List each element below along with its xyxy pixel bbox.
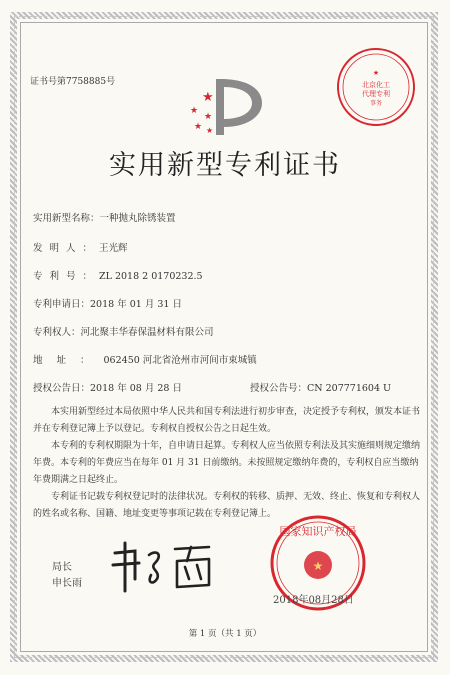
field-label: 地址： bbox=[33, 355, 104, 366]
svg-text:国家知识产权局: 国家知识产权局 bbox=[279, 525, 357, 538]
certificate-number: 证书号第7758885号 bbox=[30, 77, 116, 87]
director-name: 申长雨 bbox=[52, 578, 82, 589]
field-value: 河北聚丰华春保温材料有限公司 bbox=[80, 327, 214, 338]
svg-text:事务: 事务 bbox=[369, 100, 383, 107]
field-value: 2018 年 08 月 28 日 bbox=[90, 383, 182, 394]
field-patent-number bbox=[33, 268, 203, 282]
field-label: 实用新型名称： bbox=[33, 213, 100, 224]
field-inventor bbox=[33, 240, 128, 254]
svg-text:★: ★ bbox=[312, 559, 324, 573]
field-value: 062450 河北省沧州市河间市束城镇 bbox=[103, 355, 257, 366]
field-address bbox=[33, 352, 257, 366]
field-label: 发明人： bbox=[33, 243, 100, 254]
field-label: 专利申请日： bbox=[33, 299, 91, 310]
field-value: CN 207771604 U bbox=[307, 383, 392, 394]
field-label: 专利权人： bbox=[33, 327, 81, 338]
field-value: 王光辉 bbox=[99, 243, 128, 254]
field-application-date bbox=[33, 296, 182, 310]
field-value: 一种抛丸除锈装置 bbox=[99, 213, 176, 224]
signature-mark bbox=[105, 535, 220, 597]
svg-text:★: ★ bbox=[206, 126, 214, 135]
page-number: 第 1 页（共 1 页） bbox=[188, 629, 262, 639]
field-value: 2018 年 01 月 31 日 bbox=[90, 299, 182, 310]
field-label: 授权公告日： bbox=[33, 383, 91, 394]
body-paragraph: 专利证书记载专利权登记时的法律状况。专利权的转移、质押、无效、终止、恢复和专利权人的姓名或名称、国籍、地址变更等事项记载在专利登记簿上。 bbox=[33, 492, 421, 519]
patent-office-logo-icon bbox=[180, 75, 270, 139]
svg-text:代理专利: 代理专利 bbox=[362, 90, 390, 98]
svg-text:★: ★ bbox=[202, 90, 214, 105]
svg-text:★: ★ bbox=[194, 122, 203, 132]
field-label: 专利号： bbox=[33, 271, 100, 282]
body-paragraph: 本专利的专利权期限为十年，自申请日起算。专利权人应当依照专利法及其实施细则规定缴纳年费。本专利的年费应当在每年 01 月 31 日前缴纳。未按照规定缴纳年费的，专利权自应当缴纳年费期满之日起终止。 bbox=[33, 441, 421, 485]
svg-text:★: ★ bbox=[204, 112, 213, 122]
body-paragraph: 本实用新型经过本局依照中华人民共和国专利法进行初步审查，决定授予专利权，颁发本证书并在专利登记簿上予以登记。专利权自授权公告之日起生效。 bbox=[33, 407, 421, 434]
field-utility-model-name bbox=[33, 210, 176, 224]
svg-text:★: ★ bbox=[190, 106, 199, 116]
certificate-title: 实用新型专利证书 bbox=[109, 150, 341, 181]
certificate-body bbox=[33, 404, 423, 523]
field-grant-date bbox=[33, 380, 182, 394]
svg-text:★: ★ bbox=[372, 69, 380, 77]
field-patentee bbox=[33, 324, 214, 338]
field-label: 授权公告号： bbox=[250, 383, 308, 394]
field-grant-number bbox=[250, 380, 391, 394]
svg-text:北京化工: 北京化工 bbox=[362, 81, 390, 89]
seal-date: 2018年08月28日 bbox=[273, 595, 354, 606]
director-title: 局长 bbox=[52, 562, 72, 573]
field-value: ZL 2018 2 0170232.5 bbox=[99, 271, 203, 282]
agency-stamp bbox=[334, 45, 418, 129]
